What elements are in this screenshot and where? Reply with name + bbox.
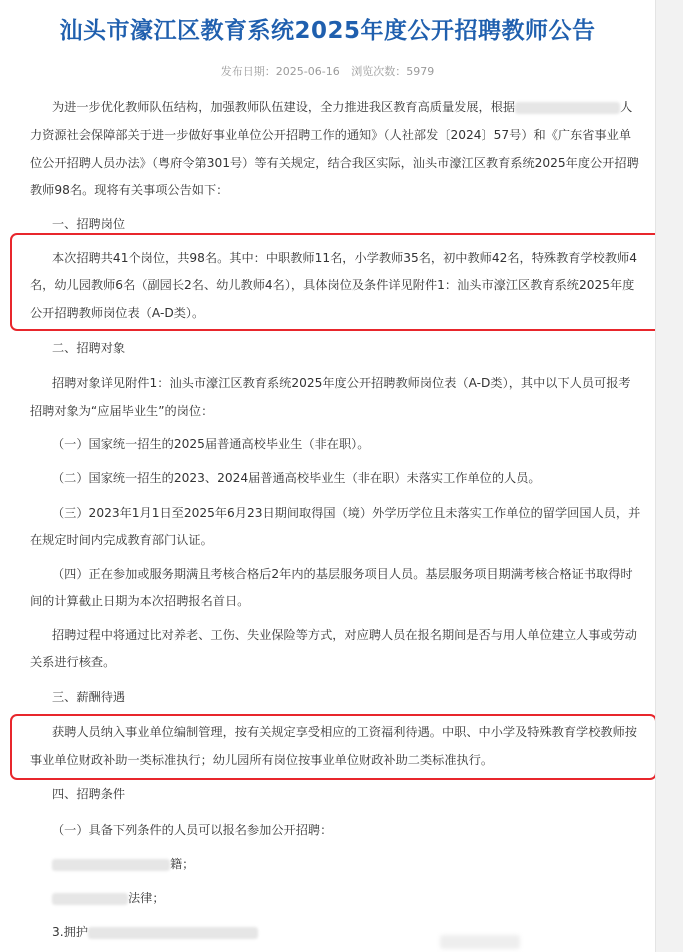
- section-heading-salary: 三、薪酬待遇: [52, 690, 126, 704]
- section-heading-positions: 一、招聘岗位: [52, 217, 126, 231]
- redacted-text: [440, 935, 520, 949]
- page-scroll-rail[interactable]: [655, 0, 683, 952]
- applicants-item-1: （一）国家统一招生的2025届普通高校毕业生（非在职）。: [52, 437, 370, 451]
- applicants-note-2: 关系进行核查。: [30, 655, 116, 669]
- positions-line-2: 名，幼儿园教师6名（副园长2名、幼儿教师4名），具体岗位及条件详见附件1：汕头市濠江区教育系统2025年度: [30, 278, 635, 292]
- positions-line-1: 本次招聘共41个岗位，共98名。其中：中职教师11名，小学教师35名，初中教师42名，特殊教育学校教师4: [52, 251, 637, 265]
- article-meta: [0, 63, 655, 79]
- applicants-item-3b: 在规定时间内完成教育部门认证。: [30, 533, 213, 547]
- views-count: 5979: [406, 65, 435, 78]
- applicants-item-4a: （四）正在参加或服务期满且考核合格后2年内的基层服务项目人员。基层服务项目期满考核合格证书取得时: [52, 567, 633, 581]
- applicants-note-1: 招聘过程中将通过比对养老、工伤、失业保险等方式，对应聘人员在报名期间是否与用人单位建立人事或劳动: [52, 628, 637, 642]
- intro-line-1-tail: 人: [620, 100, 633, 114]
- publish-date-label: 发布日期：: [220, 65, 276, 78]
- views-label: 浏览次数：: [351, 65, 407, 78]
- positions-line-3: 公开招聘教师岗位表（A-D类）。: [30, 306, 205, 320]
- salary-line-2: 事业单位财政补助一类标准执行；幼儿园所有岗位按事业单位财政补助二类标准执行。: [30, 753, 494, 767]
- publish-date: 2025-06-16: [275, 65, 340, 78]
- redacted-text: [515, 102, 620, 114]
- condition-3-visible: 3.拥护: [52, 925, 89, 939]
- section-heading-applicants: 二、招聘对象: [52, 341, 126, 355]
- salary-line-1: 获聘人员纳入事业单位编制管理，按有关规定享受相应的工资福利待遇。中职、中小学及特殊教育学校教师按: [52, 725, 637, 739]
- condition-1: [52, 856, 194, 872]
- applicants-item-3a: （三）2023年1月1日至2025年6月23日期间取得国（境）外学历学位且未落实工作单位的留学回国人员，并: [52, 506, 641, 520]
- intro-line-1-text: 为进一步优化教师队伍结构，加强教师队伍建设，全力推进我区教育高质量发展，根据: [52, 100, 516, 114]
- condition-2: [52, 890, 165, 906]
- redacted-text: [88, 927, 258, 939]
- condition-3: [52, 924, 258, 940]
- intro-line-2: 力资源社会保障部关于进一步做好事业单位公开招聘工作的通知》（人社部发〔2024〕57号）和《广东省事业单: [30, 128, 632, 142]
- applicants-item-4b: 间的计算截止日期为本次招聘报名首日。: [30, 594, 250, 608]
- intro-line-3: 位公开招聘人员办法》（粤府令第301号）等有关规定，结合我区实际，汕头市濠江区教育系统2025年度公开招聘: [30, 156, 639, 170]
- applicants-line-2: 招聘对象为“应届毕业生”的岗位：: [30, 404, 214, 418]
- condition-1-visible: 籍；: [170, 857, 195, 871]
- page-title: 汕头市濠江区教育系统2025年度公开招聘教师公告: [59, 18, 596, 44]
- views-group: [351, 65, 434, 78]
- applicants-line-1: 招聘对象详见附件1：汕头市濠江区教育系统2025年度公开招聘教师岗位表（A-D类），其中以下人员可报考: [52, 376, 631, 390]
- redacted-text: [52, 893, 128, 905]
- conditions-item-1: （一）具备下列条件的人员可以报名参加公开招聘：: [52, 823, 333, 837]
- intro-line-4: 教师98名。现将有关事项公告如下：: [30, 183, 229, 197]
- publish-date-group: [221, 65, 340, 78]
- redacted-text: [52, 859, 170, 871]
- intro-line-1: [52, 99, 632, 115]
- section-heading-conditions: 四、招聘条件: [52, 787, 126, 801]
- condition-2-visible: 法律；: [128, 891, 165, 905]
- applicants-item-2: （二）国家统一招生的2023、2024届普通高校毕业生（非在职）未落实工作单位的人员。: [52, 471, 541, 485]
